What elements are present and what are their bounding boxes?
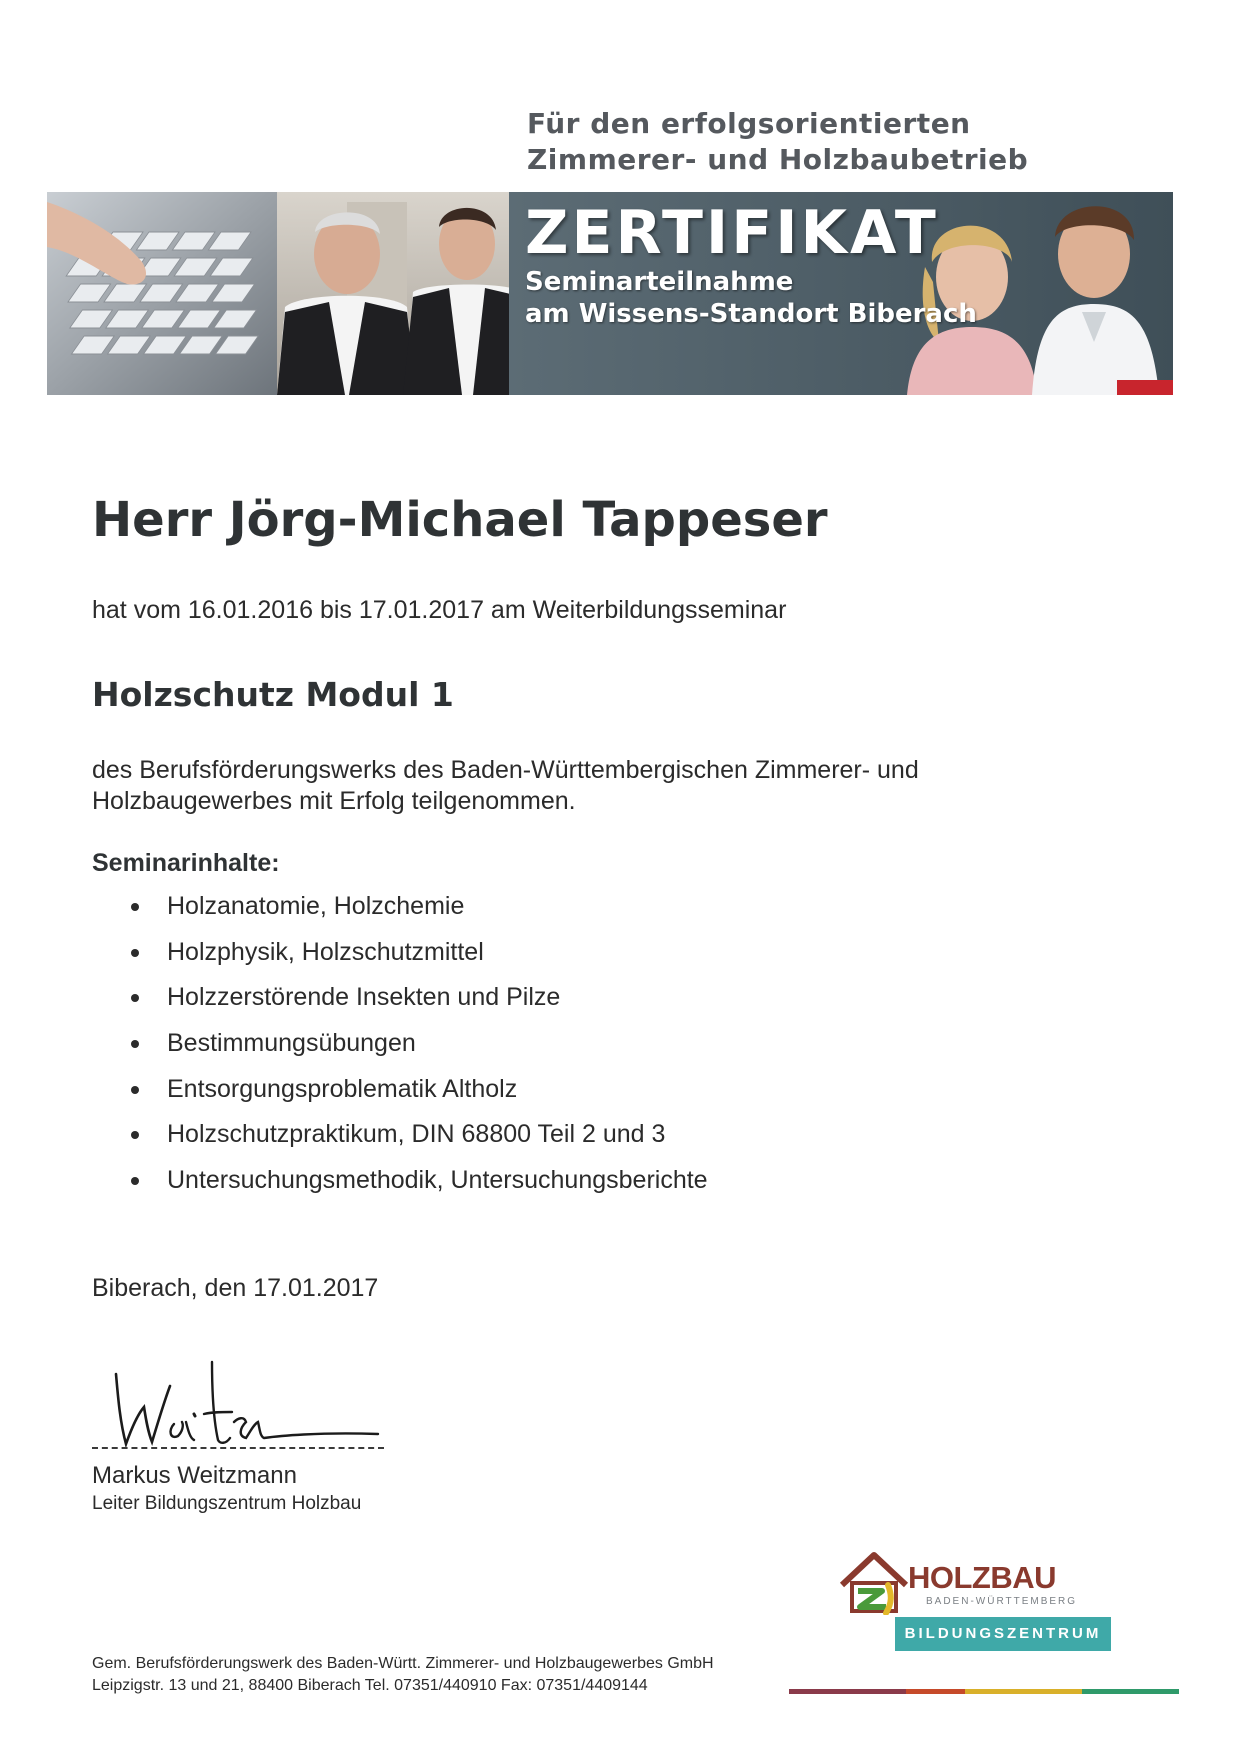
list-item-label: Holzschutzpraktikum, DIN 68800 Teil 2 und 3 (167, 1120, 666, 1149)
place-date: Biberach, den 17.01.2017 (92, 1274, 379, 1302)
signature-line (92, 1447, 384, 1449)
color-bar-segment (789, 1689, 906, 1694)
bullet-icon (131, 1040, 139, 1048)
signature-image (108, 1352, 388, 1452)
list-item-label: Holzanatomie, Holzchemie (167, 892, 465, 920)
banner-title: ZERTIFIKAT (525, 198, 939, 268)
tagline-line-2: Zimmerer- und Holzbaubetrieb (527, 143, 1029, 176)
bullet-icon (131, 1131, 139, 1139)
logo-center-badge: BILDUNGSZENTRUM (895, 1617, 1111, 1651)
list-item-label: Bestimmungsübungen (167, 1029, 416, 1058)
list-item (92, 1073, 708, 1119)
tagline-line-1: Für den erfolgsorientierten (527, 107, 971, 140)
list-item-label: Untersuchungsmethodik, Untersuchungsberichte (167, 1166, 708, 1195)
list-item (92, 1118, 708, 1164)
list-item (92, 890, 708, 936)
holzbau-logo (838, 1545, 1118, 1655)
bullet-icon (131, 903, 139, 911)
footer-color-bar (789, 1689, 1179, 1694)
color-bar-segment (906, 1689, 965, 1694)
header-tagline (527, 106, 1028, 178)
list-item (92, 936, 708, 982)
recipient-name: Herr Jörg-Michael Tappeser (92, 492, 828, 548)
banner-text (525, 200, 977, 330)
organization-line-2: Holzbaugewerbes mit Erfolg teilgenommen. (92, 787, 576, 815)
contents-heading: Seminarinhalte: (92, 849, 280, 877)
house-logo-icon (838, 1545, 910, 1615)
list-item-label: Holzphysik, Holzschutzmittel (167, 937, 484, 966)
course-title: Holzschutz Modul 1 (92, 675, 454, 714)
organization-line-1: des Berufsförderungswerks des Baden-Württembergischen Zimmerer- und (92, 756, 919, 784)
footer-line-2: Leipzigstr. 13 und 21, 88400 Biberach Tel. 07351/440910 Fax: 07351/4409144 (92, 1677, 648, 1694)
bullet-icon (131, 949, 139, 957)
banner-subtitle-line-2: am Wissens-Standort Biberach (525, 299, 977, 329)
header-banner (47, 192, 1173, 395)
contents-list (92, 890, 708, 1210)
organization-text (92, 755, 992, 817)
list-item-label: Entsorgungsproblematik Altholz (167, 1074, 518, 1103)
period-text: hat vom 16.01.2016 bis 17.01.2017 am Weiterbildungsseminar (92, 596, 787, 624)
bullet-icon (131, 1177, 139, 1185)
logo-region: BADEN-WÜRTTEMBERG (926, 1596, 1078, 1607)
banner-subtitle-line-1: Seminarteilnahme (525, 267, 794, 297)
signer-role: Leiter Bildungszentrum Holzbau (92, 1493, 362, 1514)
footer-address (92, 1653, 714, 1697)
color-bar-segment (1082, 1689, 1180, 1694)
logo-wordmark: HOLZBAU (908, 1560, 1057, 1595)
bullet-icon (131, 1086, 139, 1094)
signer-name: Markus Weitzmann (92, 1462, 297, 1489)
footer-line-1: Gem. Berufsförderungswerk des Baden-Württ. Zimmerer- und Holzbaugewerbes GmbH (92, 1655, 714, 1672)
list-item-label: Holzzerstörende Insekten und Pilze (167, 983, 561, 1012)
list-item (92, 1027, 708, 1073)
list-item (92, 1164, 708, 1210)
color-bar-segment (965, 1689, 1082, 1694)
list-item (92, 981, 708, 1027)
bullet-icon (131, 994, 139, 1002)
